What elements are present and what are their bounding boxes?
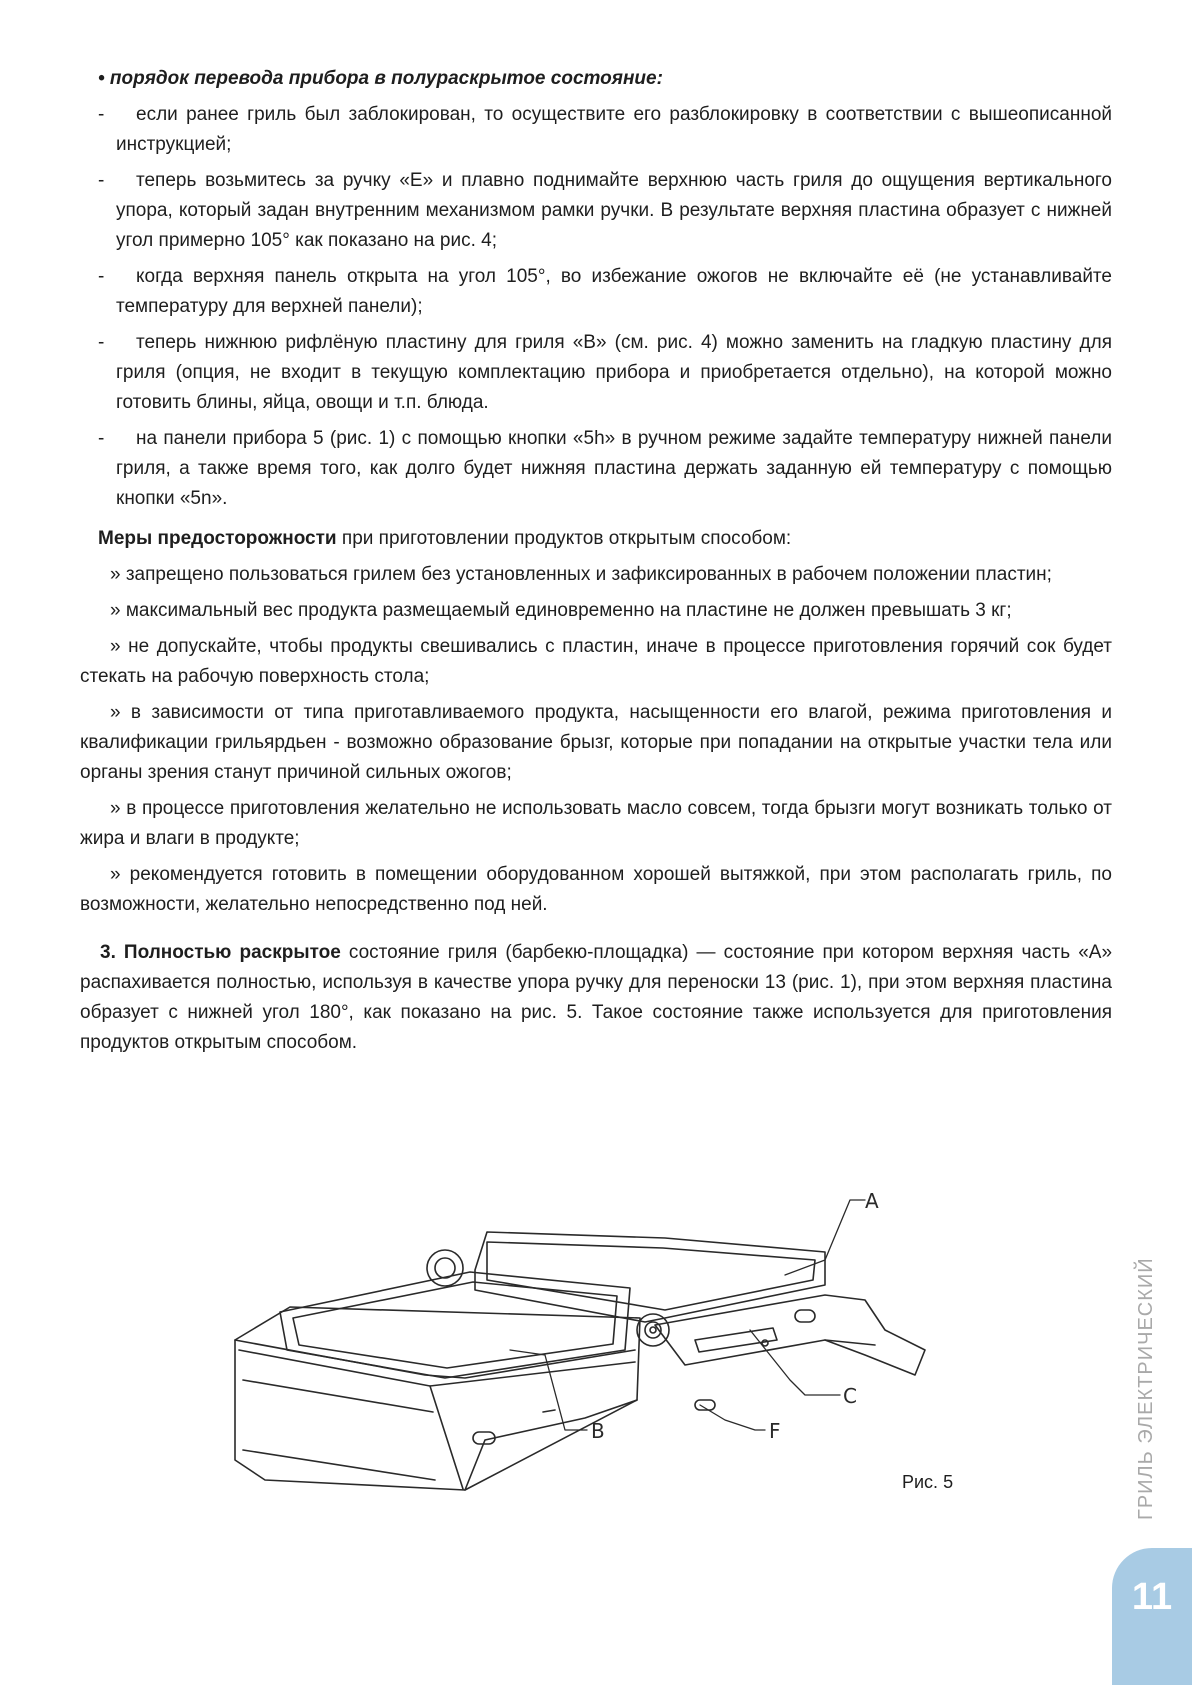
dash-marker: -	[98, 104, 105, 125]
side-section-label: ГРИЛЬ ЭЛЕКТРИЧЕСКИЙ	[1135, 1257, 1157, 1520]
precautions-rest: при приготовлении продуктов открытым способом:	[336, 528, 792, 549]
dash-marker: -	[98, 428, 105, 449]
grill-drawing	[225, 1150, 985, 1510]
grill-figure	[225, 1150, 985, 1510]
lower-plate	[280, 1272, 630, 1378]
list-item	[80, 262, 1112, 322]
dash-marker: -	[98, 332, 105, 353]
steps-list	[80, 100, 1112, 514]
figure-caption: Рис. 5	[902, 1472, 954, 1492]
step-text: на панели прибора 5 (рис. 1) с помощью кнопки «5h» в ручном режиме задайте температуру нижней панели гриля, а также время того, как долго будет нижняя пластина держать заданную ей температуру с помощью кнопки «5n».	[116, 428, 1112, 509]
precaution-rule: » не допускайте, чтобы продукты свешивались с пластин, иначе в процессе приготовления горячий сок будет стекать на рабочую поверхность стола;	[80, 636, 1112, 687]
grill-base	[235, 1307, 640, 1490]
list-item	[80, 328, 1112, 418]
section-lead: • порядок перевода прибора в полураскрытое состояние:	[98, 68, 663, 89]
section-3-bold: 3. Полностью раскрытое	[100, 942, 341, 963]
list-item	[80, 166, 1112, 256]
step-text: если ранее гриль был заблокирован, то осуществите его разблокировку в соответствии с вышеописанной инструкцией;	[116, 104, 1112, 155]
precaution-rule: » максимальный вес продукта размещаемый единовременно на пластине не должен превышать 3 кг;	[110, 600, 1012, 621]
precautions-heading	[98, 524, 1112, 554]
label-f: F	[769, 1419, 781, 1443]
list-item	[80, 424, 1112, 514]
precaution-rule: » в зависимости от типа приготавливаемого продукта, насыщенности его влагой, режима приготовления и квалификации грильярдьен - возможно образование брызг, которые при попадании на открытые участки тела или органы зрения станут причиной сильных ожогов;	[80, 702, 1112, 783]
page-number: 11	[1131, 1576, 1173, 1618]
precautions-bold: Меры предосторожности	[98, 528, 337, 549]
step-text: когда верхняя панель открыта на угол 105°, во избежание ожогов не включайте её (не устанавливайте температуру для верхней панели);	[116, 266, 1112, 317]
section-3-paragraph	[80, 938, 1112, 1058]
step-text: теперь нижнюю рифлёную пластину для гриля «В» (см. рис. 4) можно заменить на гладкую пластину для гриля (опция, не входит в текущую комплектацию прибора и приобретается отдельно), на которой можно готовить блины, яйца, овощи и т.п. блюда.	[116, 332, 1112, 413]
page-content	[80, 64, 1112, 1077]
page-number-tab	[1112, 1548, 1192, 1685]
label-a: A	[865, 1189, 879, 1213]
precaution-rule: » рекомендуется готовить в помещении оборудованном хорошей вытяжкой, при этом располагать гриль, по возможности, желательно непосредственно под ней.	[80, 864, 1112, 915]
dash-marker: -	[98, 266, 105, 287]
label-c: C	[843, 1384, 857, 1408]
precaution-rule: » запрещено пользоваться грилем без установленных и зафиксированных в рабочем положении пластин;	[110, 564, 1052, 585]
list-item	[80, 100, 1112, 160]
section-3-rest: состояние гриля (барбекю-площадка) — состояние при котором верхняя часть «А» распахивается полностью, используя в качестве упора ручку для переноски 13 (рис. 1), при этом верхняя пластина образует с нижней угол 180°, как показано на рис. 5. Такое состояние также используется для приготовления продуктов открытым способом.	[80, 942, 1113, 1053]
hinges	[427, 1250, 715, 1410]
precaution-rule: » в процессе приготовления желательно не использовать масло совсем, тогда брызги могут возникать только от жира и влаги в продукте;	[80, 798, 1112, 849]
dash-marker: -	[98, 170, 105, 191]
label-b: B	[591, 1419, 605, 1443]
step-text: теперь возьмитесь за ручку «Е» и плавно поднимайте верхнюю часть гриля до ощущения вертикального упора, который задан внутренним механизмом рамки ручки. В результате верхняя пластина образует с нижней угол примерно 105° как показано на рис. 4;	[116, 170, 1112, 251]
